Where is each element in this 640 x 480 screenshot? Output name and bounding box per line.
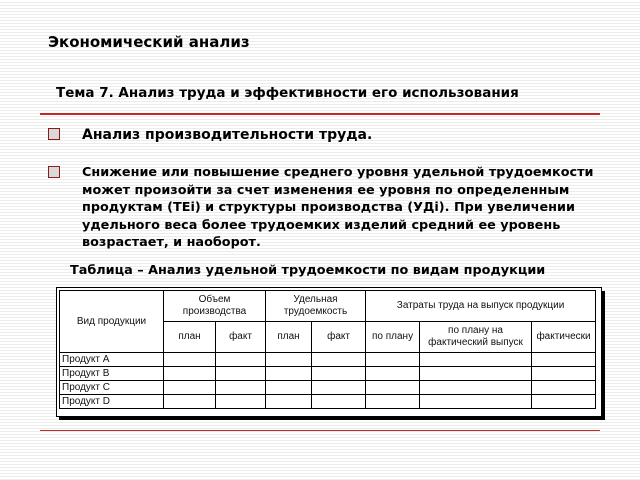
row-label: Продукт D <box>60 395 164 409</box>
table-cell <box>216 395 266 409</box>
table-cell <box>266 381 312 395</box>
bullet-square-icon <box>48 166 60 178</box>
col-header-labor-intensity: Удельная трудоемкость <box>266 291 366 322</box>
table-cell <box>266 367 312 381</box>
table-cell <box>420 353 532 367</box>
table-cell <box>312 395 366 409</box>
table-cell <box>420 367 532 381</box>
topic-title: Тема 7. Анализ труда и эффективности его использования <box>56 85 519 101</box>
subheader-intensity-plan: план <box>266 322 312 353</box>
table-cell <box>420 395 532 409</box>
table-cell <box>164 367 216 381</box>
table-cell <box>312 353 366 367</box>
table-cell <box>532 395 596 409</box>
bullet-item-1: Анализ производительности труда. <box>82 127 373 143</box>
table-cell <box>312 381 366 395</box>
table-row <box>60 353 596 367</box>
bullet-item-2: Снижение или повышение среднего уровня удельной трудоемкости может произойти за счет изменения ее уровня по определенным продуктам (ТЕi) и структуры производства (УДi). При увеличении удельного веса более трудоемких изделий средний ее уровень возрастает, и наоборот. <box>82 165 594 250</box>
table-frame <box>56 287 602 417</box>
subheader-intensity-fact: факт <box>312 322 366 353</box>
bullet-square-icon <box>48 128 60 140</box>
col-header-product: Вид продукции <box>60 291 164 353</box>
labor-intensity-table <box>59 290 596 409</box>
table-cell <box>366 395 420 409</box>
table-cell <box>312 367 366 381</box>
subheader-volume-fact: факт <box>216 322 266 353</box>
row-label: Продукт В <box>60 367 164 381</box>
table-cell <box>164 381 216 395</box>
table-row <box>60 381 596 395</box>
col-header-labor-costs: Затраты труда на выпуск продукции <box>366 291 596 322</box>
table-row <box>60 367 596 381</box>
slide-header-title: Экономический анализ <box>48 33 250 51</box>
row-label: Продукт А <box>60 353 164 367</box>
table-cell <box>420 381 532 395</box>
table-row <box>60 395 596 409</box>
subheader-costs-by-plan: по плану <box>366 322 420 353</box>
subheader-volume-plan: план <box>164 322 216 353</box>
col-header-volume: Объем производства <box>164 291 266 322</box>
subheader-costs-actual: фактически <box>532 322 596 353</box>
table-cell <box>366 353 420 367</box>
row-label: Продукт С <box>60 381 164 395</box>
table-cell <box>366 381 420 395</box>
table-cell <box>216 381 266 395</box>
table-cell <box>266 353 312 367</box>
table-cell <box>366 367 420 381</box>
table-cell <box>266 395 312 409</box>
bottom-divider <box>40 430 600 431</box>
subheader-costs-plan-actual-output: по плану на фактический выпуск <box>420 322 532 353</box>
table-cell <box>532 353 596 367</box>
table-cell <box>164 395 216 409</box>
table-cell <box>216 353 266 367</box>
top-divider <box>40 113 600 115</box>
table-cell <box>532 381 596 395</box>
table-cell <box>532 367 596 381</box>
table-cell <box>164 353 216 367</box>
table-caption: Таблица – Анализ удельной трудоемкости по видам продукции <box>70 263 546 278</box>
table-shadow <box>59 417 605 420</box>
table-cell <box>216 367 266 381</box>
